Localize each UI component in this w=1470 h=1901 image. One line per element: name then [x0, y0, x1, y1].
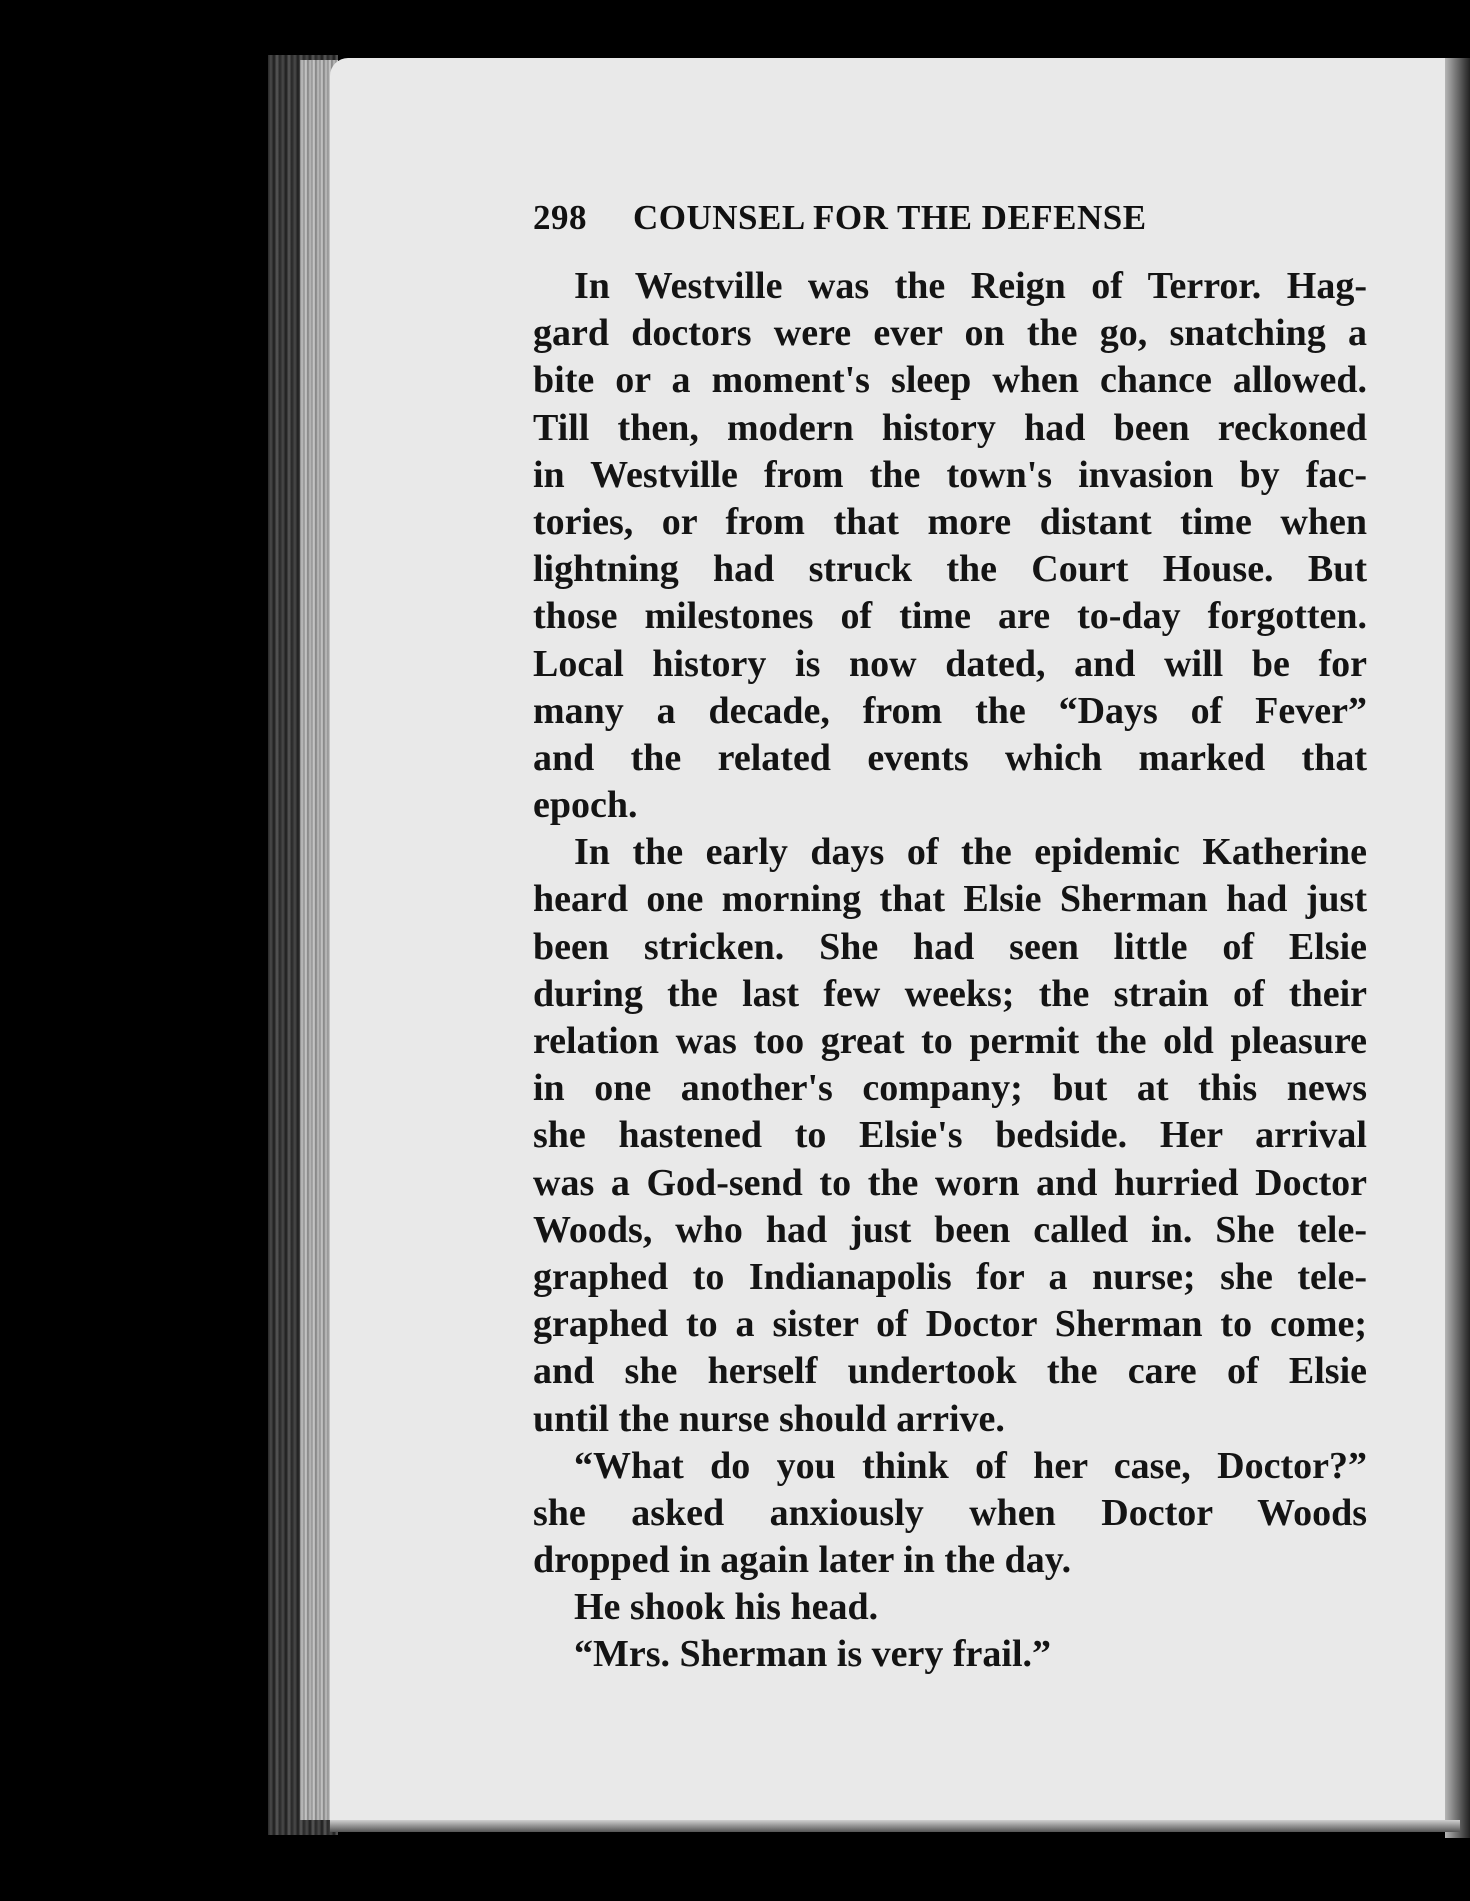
text-line: in Westville from the town's invasion by fac- [533, 453, 1367, 496]
text-line: been stricken. She had seen little of Elsie [533, 925, 1367, 968]
text-line: heard one morning that Elsie Sherman had just [533, 878, 1367, 921]
text-line: and the related events which marked that [533, 736, 1367, 779]
page-bottom-edge [330, 1820, 1460, 1832]
text-line: until the nurse should arrive. [533, 1397, 1005, 1440]
text-line: in one another's company; but at this news [533, 1067, 1367, 1110]
text-line: was a God-send to the worn and hurried Doctor [533, 1161, 1367, 1204]
text-line: lightning had struck the Court House. But [533, 548, 1367, 591]
text-line: during the last few weeks; the strain of their [533, 972, 1367, 1015]
text-line: graphed to a sister of Doctor Sherman to come; [533, 1303, 1367, 1346]
text-line: those milestones of time are to-day forgotten. [533, 595, 1367, 638]
text-line: He shook his head. [574, 1586, 879, 1629]
text-line: and she herself undertook the care of Elsie [533, 1350, 1367, 1393]
text-line: Woods, who had just been called in. She tele- [533, 1208, 1367, 1251]
text-line: bite or a moment's sleep when chance allowed. [533, 359, 1367, 402]
text-line: tories, or from that more distant time when [533, 500, 1367, 543]
text-line: she asked anxiously when Doctor Woods [533, 1491, 1367, 1534]
running-title: COUNSEL FOR THE DEFENSE [633, 198, 1147, 237]
text-line: relation was too great to permit the old pleasure [533, 1020, 1367, 1062]
text-line: Local history is now dated, and will be for [533, 642, 1367, 685]
text-line: gard doctors were ever on the go, snatching a [533, 312, 1367, 355]
body-text [533, 263, 1367, 1679]
page-number: 298 [533, 198, 587, 237]
text-line: she hastened to Elsie's bedside. Her arrival [533, 1114, 1367, 1157]
text-line: Till then, modern history had been reckoned [533, 406, 1367, 449]
text-line: epoch. [533, 784, 638, 827]
text-line: In the early days of the epidemic Katherine [574, 831, 1367, 874]
page-header [533, 198, 1367, 244]
text-line: dropped in again later in the day. [533, 1539, 1072, 1582]
page-right-shadow [1445, 58, 1470, 1838]
text-line: In Westville was the Reign of Terror. Hag- [574, 265, 1367, 307]
text-line: many a decade, from the “Days of Fever” [533, 689, 1367, 732]
text-line: “What do you think of her case, Doctor?” [574, 1444, 1367, 1487]
text-line: “Mrs. Sherman is very frail.” [574, 1633, 1052, 1676]
text-line: graphed to Indianapolis for a nurse; she tele- [533, 1255, 1367, 1298]
